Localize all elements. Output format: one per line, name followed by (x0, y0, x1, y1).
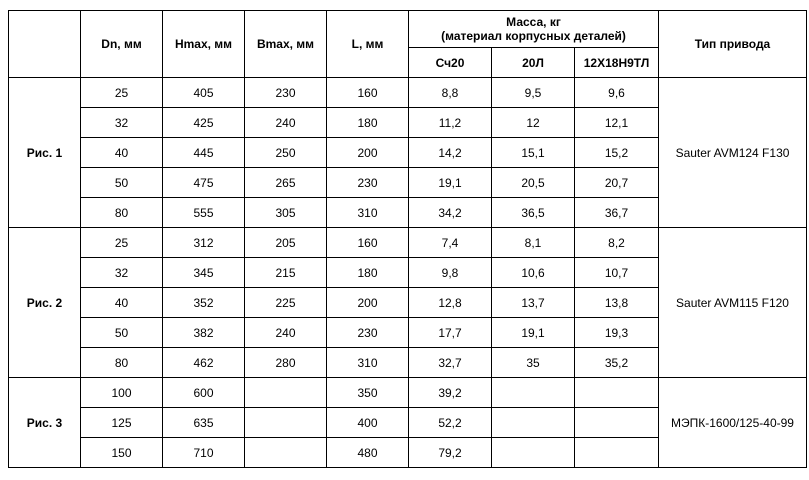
specs-table (8, 10, 807, 468)
cell-bmax: 250 (245, 138, 327, 168)
table-row (9, 378, 807, 408)
cell-mass-sch20: 8,8 (409, 78, 492, 108)
header-material-sch20: Сч20 (409, 48, 492, 78)
cell-bmax: 280 (245, 348, 327, 378)
cell-mass-20l: 13,7 (492, 288, 575, 318)
cell-dn: 150 (81, 438, 163, 468)
table-header (9, 11, 807, 78)
table-body (9, 78, 807, 468)
cell-hmax: 352 (163, 288, 245, 318)
cell-bmax: 240 (245, 108, 327, 138)
cell-mass-20l: 8,1 (492, 228, 575, 258)
header-bmax: Bmax, мм (245, 11, 327, 78)
cell-length: 310 (327, 198, 409, 228)
cell-mass-12h18n9tl: 8,2 (575, 228, 659, 258)
cell-dn: 32 (81, 258, 163, 288)
cell-mass-20l: 10,6 (492, 258, 575, 288)
drive-type-cell: Sauter AVM115 F120 (659, 228, 807, 378)
cell-hmax: 382 (163, 318, 245, 348)
cell-bmax (245, 378, 327, 408)
cell-hmax: 312 (163, 228, 245, 258)
cell-dn: 40 (81, 288, 163, 318)
cell-length: 180 (327, 258, 409, 288)
cell-mass-20l: 9,5 (492, 78, 575, 108)
cell-length: 180 (327, 108, 409, 138)
cell-mass-20l: 15,1 (492, 138, 575, 168)
header-dn: Dn, мм (81, 11, 163, 78)
cell-mass-20l (492, 438, 575, 468)
cell-hmax: 345 (163, 258, 245, 288)
cell-bmax: 240 (245, 318, 327, 348)
cell-mass-12h18n9tl (575, 378, 659, 408)
cell-mass-sch20: 19,1 (409, 168, 492, 198)
header-mass (409, 11, 659, 48)
figure-label: Рис. 3 (9, 378, 81, 468)
cell-mass-sch20: 52,2 (409, 408, 492, 438)
cell-dn: 50 (81, 318, 163, 348)
table-row (9, 78, 807, 108)
cell-hmax: 710 (163, 438, 245, 468)
cell-mass-12h18n9tl: 19,3 (575, 318, 659, 348)
cell-dn: 125 (81, 408, 163, 438)
cell-mass-sch20: 32,7 (409, 348, 492, 378)
cell-bmax: 215 (245, 258, 327, 288)
cell-mass-sch20: 79,2 (409, 438, 492, 468)
cell-mass-sch20: 7,4 (409, 228, 492, 258)
cell-mass-20l: 12 (492, 108, 575, 138)
cell-dn: 40 (81, 138, 163, 168)
cell-mass-12h18n9tl: 20,7 (575, 168, 659, 198)
cell-hmax: 635 (163, 408, 245, 438)
header-length: L, мм (327, 11, 409, 78)
cell-mass-12h18n9tl: 12,1 (575, 108, 659, 138)
cell-length: 230 (327, 318, 409, 348)
cell-length: 160 (327, 228, 409, 258)
cell-bmax: 305 (245, 198, 327, 228)
header-mass-subtitle: (материал корпусных деталей) (441, 29, 626, 43)
cell-length: 310 (327, 348, 409, 378)
cell-bmax (245, 408, 327, 438)
header-drive: Тип привода (659, 11, 807, 78)
cell-length: 350 (327, 378, 409, 408)
cell-mass-sch20: 14,2 (409, 138, 492, 168)
cell-mass-sch20: 11,2 (409, 108, 492, 138)
cell-hmax: 405 (163, 78, 245, 108)
cell-hmax: 555 (163, 198, 245, 228)
header-mass-title: Масса, кг (506, 15, 561, 29)
cell-mass-12h18n9tl: 36,7 (575, 198, 659, 228)
cell-length: 480 (327, 438, 409, 468)
cell-length: 400 (327, 408, 409, 438)
figure-label: Рис. 1 (9, 78, 81, 228)
cell-mass-sch20: 39,2 (409, 378, 492, 408)
figure-label: Рис. 2 (9, 228, 81, 378)
cell-dn: 50 (81, 168, 163, 198)
cell-hmax: 475 (163, 168, 245, 198)
header-material-20l: 20Л (492, 48, 575, 78)
cell-length: 160 (327, 78, 409, 108)
cell-dn: 32 (81, 108, 163, 138)
cell-hmax: 425 (163, 108, 245, 138)
cell-bmax: 265 (245, 168, 327, 198)
cell-mass-12h18n9tl: 35,2 (575, 348, 659, 378)
cell-dn: 25 (81, 78, 163, 108)
cell-dn: 25 (81, 228, 163, 258)
cell-mass-20l (492, 408, 575, 438)
cell-mass-20l: 19,1 (492, 318, 575, 348)
cell-mass-sch20: 17,7 (409, 318, 492, 348)
drive-type-cell: Sauter AVM124 F130 (659, 78, 807, 228)
cell-dn: 80 (81, 198, 163, 228)
corner-cell (9, 11, 81, 78)
table-row (9, 228, 807, 258)
cell-mass-12h18n9tl: 13,8 (575, 288, 659, 318)
cell-mass-12h18n9tl: 10,7 (575, 258, 659, 288)
header-material-12h18n9tl: 12Х18Н9ТЛ (575, 48, 659, 78)
cell-bmax: 225 (245, 288, 327, 318)
cell-mass-12h18n9tl (575, 408, 659, 438)
cell-mass-20l: 35 (492, 348, 575, 378)
cell-mass-20l: 20,5 (492, 168, 575, 198)
cell-mass-12h18n9tl: 9,6 (575, 78, 659, 108)
cell-mass-sch20: 34,2 (409, 198, 492, 228)
cell-hmax: 445 (163, 138, 245, 168)
cell-hmax: 600 (163, 378, 245, 408)
cell-mass-12h18n9tl: 15,2 (575, 138, 659, 168)
cell-mass-20l: 36,5 (492, 198, 575, 228)
cell-mass-20l (492, 378, 575, 408)
cell-mass-12h18n9tl (575, 438, 659, 468)
drive-type-cell: МЭПК-1600/125-40-99 (659, 378, 807, 468)
cell-length: 230 (327, 168, 409, 198)
cell-length: 200 (327, 138, 409, 168)
cell-mass-sch20: 12,8 (409, 288, 492, 318)
cell-bmax: 230 (245, 78, 327, 108)
cell-mass-sch20: 9,8 (409, 258, 492, 288)
cell-hmax: 462 (163, 348, 245, 378)
header-hmax: Hmax, мм (163, 11, 245, 78)
cell-dn: 100 (81, 378, 163, 408)
cell-dn: 80 (81, 348, 163, 378)
cell-bmax (245, 438, 327, 468)
cell-bmax: 205 (245, 228, 327, 258)
cell-length: 200 (327, 288, 409, 318)
